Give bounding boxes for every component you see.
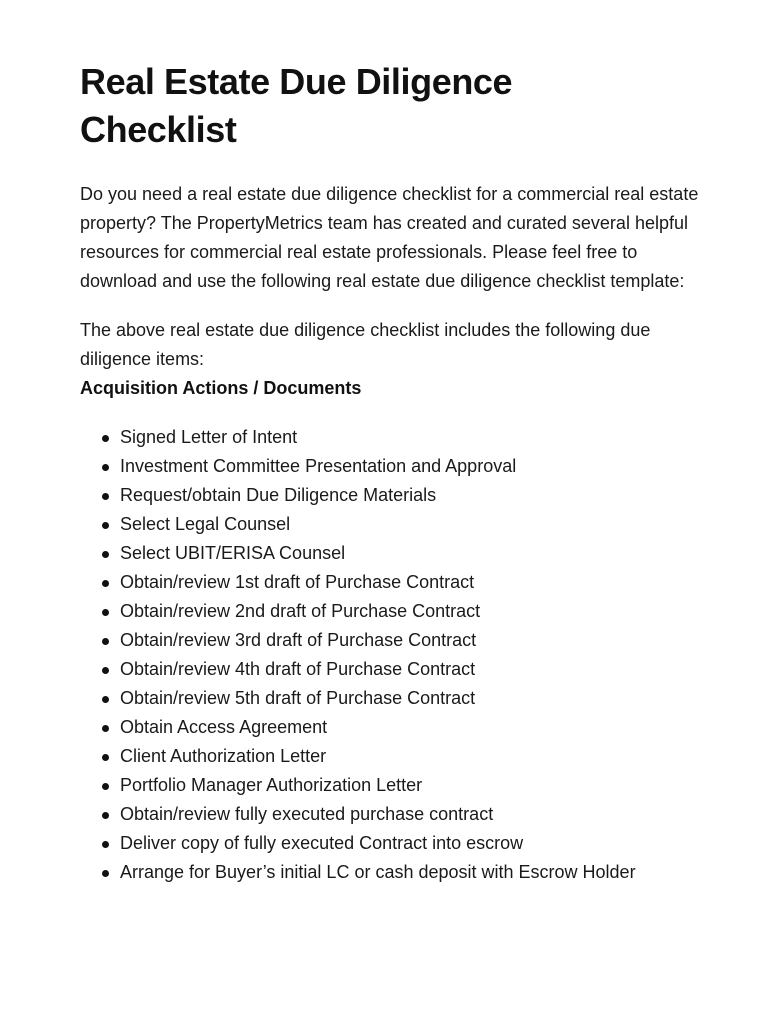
checklist-item xyxy=(100,452,698,481)
checklist-item xyxy=(100,568,698,597)
checklist-item xyxy=(100,510,698,539)
bullet-dot-icon xyxy=(102,522,109,529)
checklist-item xyxy=(100,481,698,510)
checklist-item-label: Obtain/review 2nd draft of Purchase Contract xyxy=(120,601,481,621)
checklist-item xyxy=(100,626,698,655)
summary-paragraph: The above real estate due diligence checklist includes the following due diligence items: xyxy=(80,320,651,369)
checklist-item-label: Obtain/review 5th draft of Purchase Contract xyxy=(120,688,476,708)
bullet-dot-icon xyxy=(102,725,109,732)
intro-paragraph: Do you need a real estate due diligence checklist for a commercial real estate property? The PropertyMetrics team has created and curated several helpful resources for commercial real estate professionals. Please feel free to download and use the following real estate due diligence checklist template: xyxy=(80,184,699,291)
bullet-dot-icon xyxy=(102,812,109,819)
checklist-item xyxy=(100,655,698,684)
bullet-dot-icon xyxy=(102,551,109,558)
checklist-item xyxy=(100,597,698,626)
checklist-item xyxy=(100,829,698,858)
bullet-dot-icon xyxy=(102,667,109,674)
bullet-dot-icon xyxy=(102,464,109,471)
checklist-item-label: Obtain Access Agreement xyxy=(120,717,328,737)
checklist-item-label: Obtain/review 3rd draft of Purchase Contract xyxy=(120,630,477,650)
bullet-dot-icon xyxy=(102,435,109,442)
checklist-item xyxy=(100,742,698,771)
checklist-item-label: Select UBIT/ERISA Counsel xyxy=(120,543,346,563)
checklist-item xyxy=(100,800,698,829)
bullet-dot-icon xyxy=(102,493,109,500)
checklist-item xyxy=(100,684,698,713)
checklist-item-label: Client Authorization Letter xyxy=(120,746,327,766)
checklist-item-label: Deliver copy of fully executed Contract into escrow xyxy=(120,833,524,853)
bullet-dot-icon xyxy=(102,696,109,703)
checklist xyxy=(80,423,698,887)
checklist-item-label: Signed Letter of Intent xyxy=(120,427,298,447)
checklist-item-label: Arrange for Buyer’s initial LC or cash deposit with Escrow Holder xyxy=(120,862,636,882)
checklist-item-label: Select Legal Counsel xyxy=(120,514,291,534)
bullet-dot-icon xyxy=(102,783,109,790)
bullet-dot-icon xyxy=(102,580,109,587)
checklist-item xyxy=(100,713,698,742)
bullet-dot-icon xyxy=(102,754,109,761)
checklist-item-label: Portfolio Manager Authorization Letter xyxy=(120,775,423,795)
checklist-item xyxy=(100,771,698,800)
checklist-item-label: Request/obtain Due Diligence Materials xyxy=(120,485,437,505)
checklist-item-label: Obtain/review 4th draft of Purchase Contract xyxy=(120,659,476,679)
bullet-dot-icon xyxy=(102,638,109,645)
bullet-dot-icon xyxy=(102,870,109,877)
bullet-dot-icon xyxy=(102,841,109,848)
checklist-item-label: Investment Committee Presentation and Approval xyxy=(120,456,517,476)
section-heading: Acquisition Actions / Documents xyxy=(80,378,362,398)
checklist-item-label: Obtain/review 1st draft of Purchase Contract xyxy=(120,572,475,592)
checklist-item xyxy=(100,423,698,452)
bullet-dot-icon xyxy=(102,609,109,616)
checklist-item xyxy=(100,858,698,887)
page-title: Real Estate Due Diligence Checklist xyxy=(80,61,513,150)
checklist-item xyxy=(100,539,698,568)
checklist-item-label: Obtain/review fully executed purchase contract xyxy=(120,804,494,824)
